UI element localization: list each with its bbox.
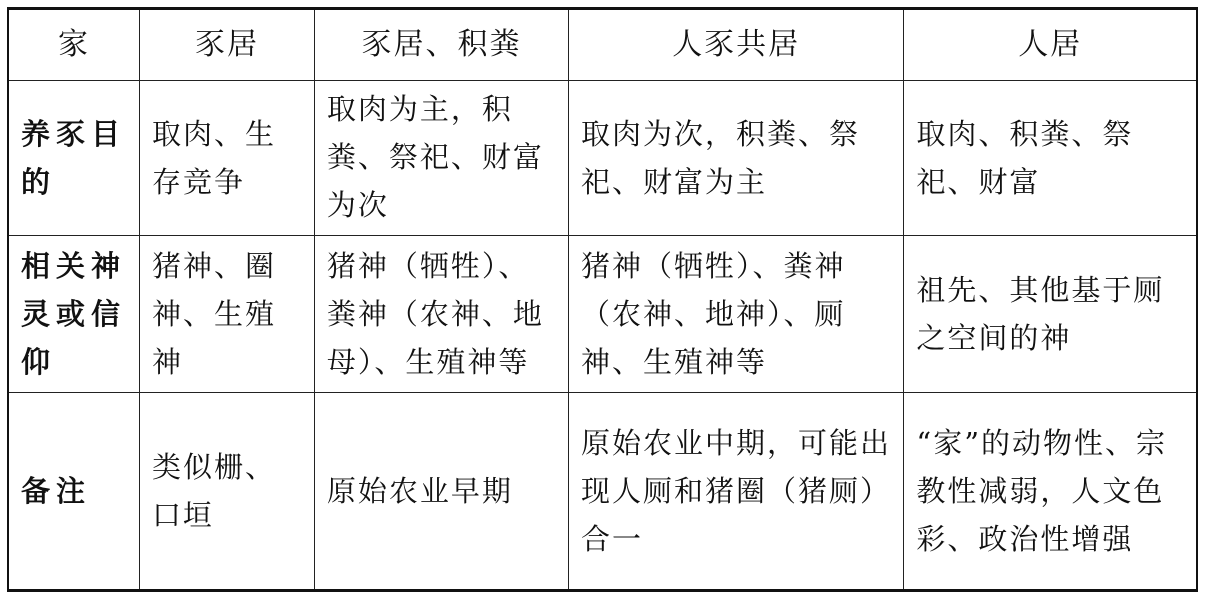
table-cell: 猪神、圈神、生殖神	[139, 236, 314, 393]
table-row-deities	[8, 236, 1197, 393]
table-cell: 取肉为次，积粪、祭祀、财富为主	[568, 81, 903, 236]
table-cell: 猪神（牺牲）、粪神（农神、地母）、生殖神等	[314, 236, 568, 393]
table-cell: 取肉为主，积粪、祭祀、财富为次	[314, 81, 568, 236]
header-cell-renju: 人居	[904, 9, 1197, 81]
row-label: 备注	[8, 393, 139, 591]
table-cell: “家”的动物性、宗教性减弱，人文色彩、政治性增强	[904, 393, 1197, 591]
table-cell: 取肉、积粪、祭祀、财富	[904, 81, 1197, 236]
table-cell: 类似栅、口垣	[139, 393, 314, 591]
table-cell: 原始农业中期，可能出现人厕和猪圈（猪厕）合一	[568, 393, 903, 591]
header-cell-jia: 家	[8, 9, 139, 81]
header-cell-shiju: 豕居	[139, 9, 314, 81]
table-cell: 取肉、生存竞争	[139, 81, 314, 236]
table-cell: 原始农业早期	[314, 393, 568, 591]
table-cell: 猪神（牺牲）、粪神（农神、地神）、厕神、生殖神等	[568, 236, 903, 393]
comparison-table	[7, 7, 1198, 592]
row-label: 相关神灵或信仰	[8, 236, 139, 393]
header-row	[8, 9, 1197, 81]
table-cell: 祖先、其他基于厕之空间的神	[904, 236, 1197, 393]
table-row-notes	[8, 393, 1197, 591]
header-cell-renshi-gongju: 人豕共居	[568, 9, 903, 81]
row-label: 养豕目的	[8, 81, 139, 236]
header-cell-shiju-jifen: 豕居、积粪	[314, 9, 568, 81]
table-row-purpose	[8, 81, 1197, 236]
